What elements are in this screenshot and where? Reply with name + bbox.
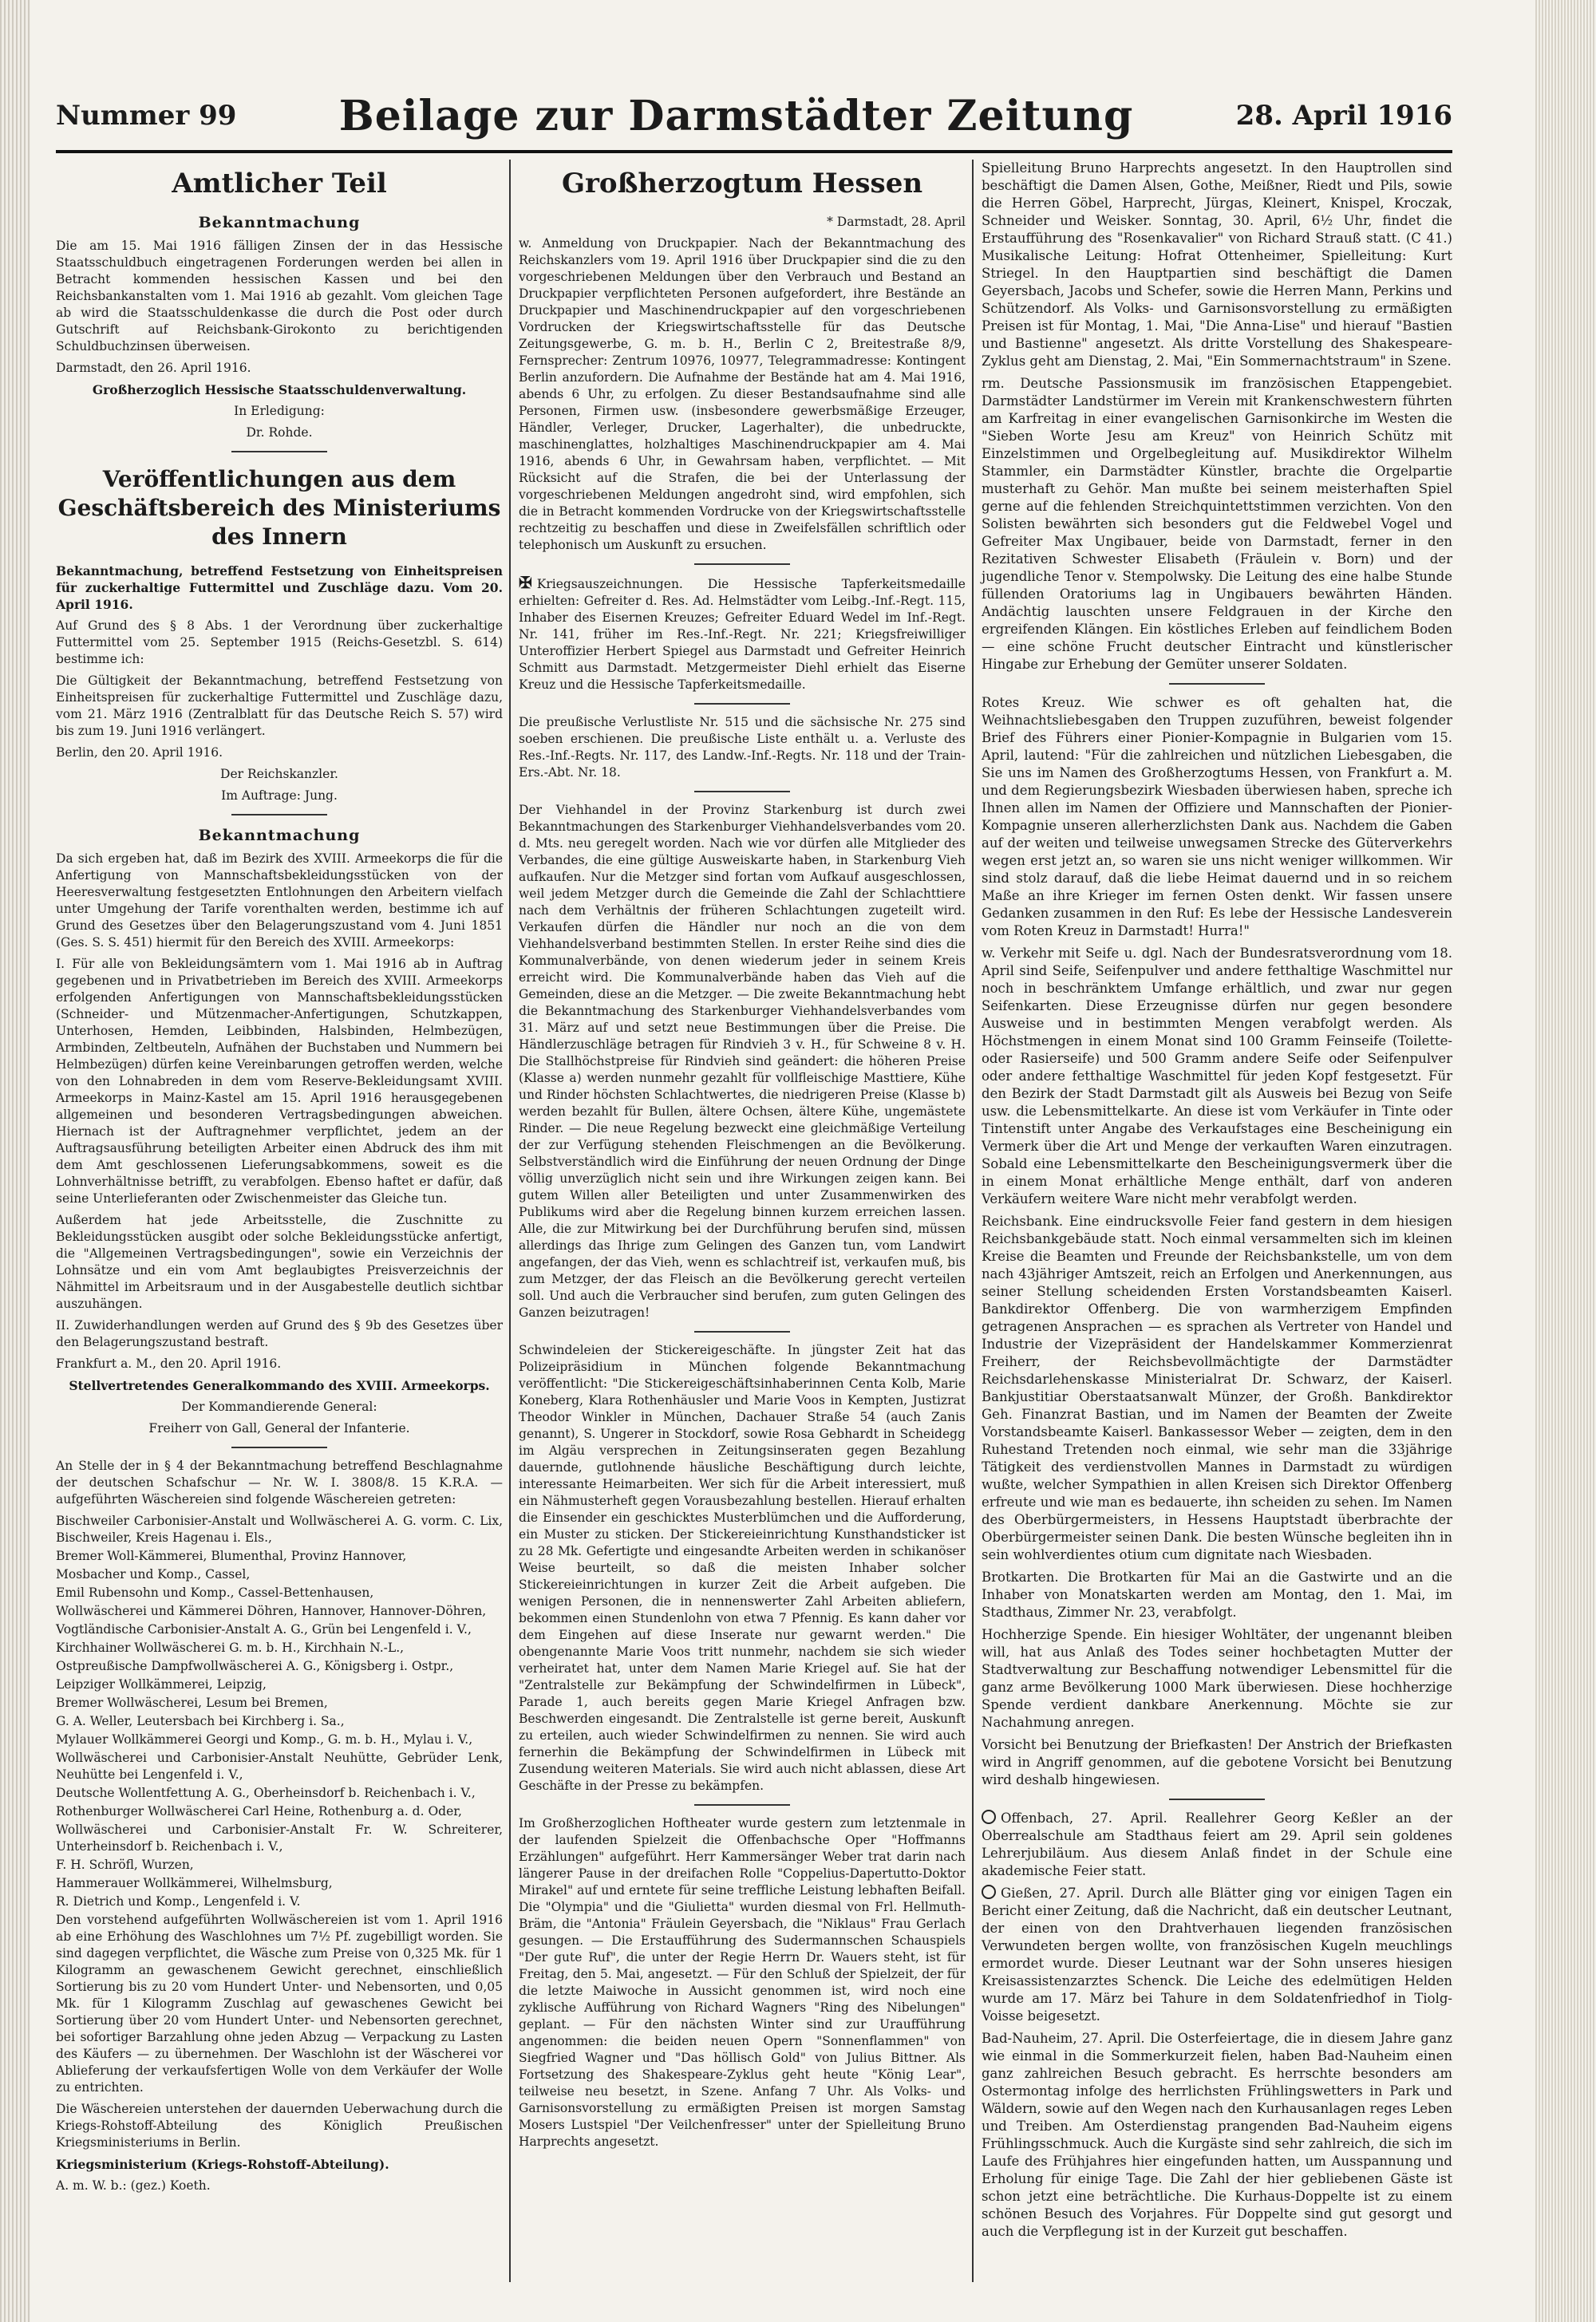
masthead [56,88,1452,144]
article-spende: Hochherzige Spende. Ein hiesiger Wohltäter, der ungenannt bleiben will, hat aus Anlaß des Todes seiner hochbetagten Mutter der Stadtverwaltung zur Beschaffung notwendiger Lebensmittel für die ganz arme Bevölkerung 1000 Mark überwiesen. Diese hochherzige Spende verdient dankbare Anerkennung. Möchte sie zur Nachahmung anregen. [982,1627,1452,1730]
list-item: Rothenburger Wollwäscherei Carl Heine, Rothenburg a. d. Oder, [56,1804,462,1819]
separator [694,703,790,705]
article-druckpapier: w. Anmeldung von Druckpapier. Nach der Bekanntmachung des Reichskanzlers vom 19. April 1916 über Druckpapier sind die zu den vorgeschriebenen Meldungen über den Verbrauch und Bestand an Druckpapier verpflichteten Personen aufgefordert, ihre Bestände an Druckpapier und Maschinendruckpapier auf den vorgeschriebenen Vordrucken der Kriegswirtschaftsstelle für das Deutsche Zeitungsgewerbe, G. m. b. H., Berlin C 2, Breitestraße 8/9, Fernsprecher: Zentrum 10976, 10977, Telegrammadresse: Kontingent Berlin anzufordern. Die Aufnahme der Bestände hat am 4. Mai 1916, abends 6 Uhr, zu erfolgen. Zu dieser Bestandsaufnahme sind alle Personen, Firmen usw. (insbesondere gewerbsmäßige Erzeuger, Händler, Verleger, Drucker, Lagerhalter), die unbedruckte, maschinenglattes, holzhaltiges Maschinendruckpapier am 4. Mai 1916, abends 6 Uhr, in Gewahrsam haben, verpflichtet. — Mit Rücksicht auf die Strafen, die bei der Unterlassung der vorgeschriebenen Meldungen angedroht sind, wird empfohlen, sich die in Betracht kommenden Vordrucke von der Kriegswirtschaftsstelle rechtzeitig zu beschaffen und diese in Zweifelsfällen schriftlich oder telephonisch um Auskunft zu ersuchen. [519,236,966,552]
separator [231,814,327,815]
article-giessen [982,1885,1452,2025]
article-reichsbank: Reichsbank. Eine eindrucksvolle Feier fand gestern in dem hiesigen Reichsbankgebäude statt. Noch einmal versammelten sich im kleinen Kreise die Beamten und Freunde der Reichsbankstelle, um von dem nach 43jähriger Amtszeit, reich an Erfolgen und Anerkennungen, aus seiner Stellung scheidenden Ersten Vorstandsbeamten Kaiserl. Bankdirektor Offenberg. Die von warmherzigem Empfinden getragenen Ansprachen — es sprachen als Vertreter von Handel und Industrie der Vizepräsident der Handelskammer Kommerzienrat Freiherr, der Reichsbevollmächtigte der Darmstädter Reichsdarlehenskasse Ministerialrat Dr. Schwarz, der Kaiserl. Bankjustitiar Oberstaatsanwalt Münzer, der Großh. Bankdirektor Geh. Finanzrat Bastian, und im Namen der Beamten der Zweite Vorstandsbeamte Kaiserl. Bankassessor Weber — zeigten, dem in den Ruhestand Tretenden noch einmal, wie sehr man die 33jährige Tätigkeit des verdienstvollen Mannes in Darmstadt zu würdigen wußte, welcher Sympathien in allen Kreisen sich Direktor Offenberg erfreute und wie man es bedauerte, ihn scheiden zu sehen. Im Namen des Oberbürgermeisters, in Hessens Hauptstadt überbrachte der Oberbürgermeister seinen Dank. Die besten Wünsche begleiten ihn in sein wohlverdientes otium cum dignitate nach Wiesbaden. [982,1214,1452,1562]
notice-authority: Großherzoglich Hessische Staatsschuldenverwaltung. [92,382,467,397]
column-3 [982,160,1452,2245]
notice-signature: Dr. Rohde. [246,425,313,440]
column-1 [56,160,503,2199]
notice-signature-line: Der Kommandierende General: [181,1400,377,1414]
column-divider-1 [509,160,511,2282]
list-item: Bischweiler Carbonisier-Anstalt und Wollwäscherei A. G. vorm. C. Lix, Bischweiler, Kreis Hagenau i. Els., [56,1514,503,1545]
notice-text: Die Gültigkeit der Bekanntmachung, betreffend Festsetzung von Einheitspreisen für zuckerhaltige Futtermittel und Zuschläge dazu, vom 21. März 1916 (Zentralblatt für das Deutsche Reich S. 57) wird bis zum 19. Juni 1916 verlängert. [56,673,503,738]
article-theater-continued: Spielleitung Bruno Harprechts angesetzt. In den Hauptrollen sind beschäftigt die Damen Alsen, Gothe, Meißner, Riedt und Pils, sowie die Herren Göbel, Harprecht, Jürgas, Kleinert, Knispel, Kroczak, Schneider und Weisker. Sonntag, 30. April, 6½ Uhr, findet die Erstaufführung des "Rosenkavalier" von Richard Strauß statt. (C 41.) Musikalische Leitung: Hofrat Ottenheimer, Spielleitung: Kurt Striegel. In den Hauptpartien sind beschäftigt die Damen Geyersbach, Jacobs und Schefer, sowie die Herren Mann, Perkins und Schützendorf. Als Volks- und Garnisonsvorstellung zu ermäßigten Preisen ist für Montag, 1. Mai, "Die Anna-Lise" und hierauf "Bastien und Bastienne" angesetzt. Als dritte Vorstellung des Shakespeare-Zyklus geht am Dienstag, 2. Mai, "Ein Sommernachtstraum" in Szene. [982,160,1452,369]
list-item: Wollwäscherei und Carbonisier-Anstalt Fr. W. Schreiterer, Unterheinsdorf b. Reichenbach i. V., [56,1822,503,1854]
separator [694,1331,790,1333]
newspaper-title: Beilage zur Darmstädter Zeitung [338,91,1134,140]
article-stickerei: Schwindeleien der Stickereigeschäfte. In jüngster Zeit hat das Polizeipräsidium in München folgende Bekanntmachung veröffentlicht: "Die Stickereigeschäftsinhaberinnen Centa Kolb, Marie Koneberg, Klara Rothenhäusler und Marie Voos in Kempten, Justizrat Theodor Winkler in München, Dachauer Straße 54 (auch Zanis genannt), S. Ungerer in Stockdorf, sowie Rosa Gebhardt in Scheidegg im Algäu versprechen in Zeitungsinseraten gegen Bezahlung dauernde, gutlohnende häusliche Beschäftigung durch leichte, interessante Heimarbeiten. Wer sich für die Arbeit interessiert, muß ein Nähmusterheft gegen Vorausbezahlung bestellen. Hierauf erhalten die Einsender ein geschicktes Musterblümchen und die Aufforderung, ein Muster zu sticken. Der Stickereieinrichtung Kunsthandsticker ist zu 28 Mk. Gefertigte und eingesandte Arbeiten werden in schikanöser Weise beurteilt, so daß die meisten Inhaber solcher Stickereieinrichtungen in kurzer Zeit die Arbeit aufgeben. Die wenigen Personen, die in nennenswerter Zahl Arbeiten abliefern, bekommen einen Stundenlohn von etwa 7 Pfennig. Es kann daher vor dem Eingehen auf diese Inserate nur gewarnt werden." Die obengenannte Marie Voos tritt nunmehr, nachdem sie sich wieder verheiratet hat, unter dem Namen Marie Kriegel auf. Sie hat der "Zentralstelle zur Bekämpfung der Schwindelfirmen in Lübeck", Parade 1, auch bereits gegen Marie Kriegel Anfragen bzw. Beschwerden eingesandt. Die Zentralstelle ist gerne bereit, Auskunft zu erteilen, auch wieder Schwindelfirmen zu nennen. Sie wird auch fernerhin die Bekämpfung der Schwindelfirmen in Lübeck mit Zusendung weiteren Materials. Sie wird auch nicht ablassen, diese Art Geschäfte in der Presse zu bekämpfen. [519,1343,966,1793]
notice-signature-line: Der Reichskanzler. [220,767,338,781]
article-viehhandel: Der Viehhandel in der Provinz Starkenburg ist durch zwei Bekanntmachungen des Starkenburger Viehhandelsverbandes vom 20. d. Mts. neu geregelt worden. Nach wie vor dürfen alle Mitglieder des Verbandes, die eine gültige Ausweiskarte haben, in Starkenburg Vieh aufkaufen. Nur die Metzger sind fortan vom Aufkauf ausgeschlossen, weil jedem Metzger durch die Gemeinde die Zahl der Schlachttiere nach dem Verhältnis der früheren Schlachtungen zugeteilt wird. Verkaufen dürfen die Händler nur noch an die von dem Viehhandelsverband bestimmten Stellen. In erster Reihe sind dies die Kommunalverbände, von denen wiederum jeder in seinem Kreis erreicht wird. Die Kommunalverbände haben das Vieh auf die Gemeinden, diese an die Metzger. — Die zweite Bekanntmachung hebt die Bekanntmachung des Starkenburger Viehhandelsverbandes vom 31. März auf und setzt neue Bestimmungen über die Preise. Die Händlerzuschläge betragen für Rindvieh 3 v. H., für Schweine 8 v. H. Die Stallhöchstpreise für Rindvieh sind geändert: die höheren Preise (Klasse a) werden nunmehr gezahlt für vollfleischige Masttiere, Kühe und Rinder höchsten Schlachtwertes, die niedrigeren Preise (Klasse b) werden bezahlt für Bullen, ältere Ochsen, ältere Kühe, ungemästete Rinder. — Die neue Regelung bezweckt eine gleichmäßige Verteilung der zur Verfügung stehenden Fleischmengen an die Bevölkerung. Selbstverständlich wird die Einführung der neuen Ordnung der Dinge völlig unverzüglich nicht sein und ihre Wirkungen zeigen kann. Bei gutem Willen aller Beteiligten und unter Zusammenwirken des Publikums wird aber die Regelung binnen kurzem erreichen lassen. Alle, die zur Mitwirkung bei der Durchführung berufen sind, müssen allerdings das Ihrige zum Gelingen des Ganzen tun, vom Landwirt angefangen, der das Vieh, wenn es schlachtreif ist, verkaufen muß, bis zum Metzger, der das Fleisch an die Bevölkerung gerecht verteilen soll. Und auch die Verbraucher sind berufen, zum guten Gelingen des Ganzen beizutragen! [519,803,966,1320]
section-heading-official: Amtlicher Teil [172,168,387,199]
separator [1169,1799,1265,1800]
iron-cross-icon: ✠ [519,573,532,592]
separator [231,451,327,452]
list-item: Wollwäscherei und Carbonisier-Anstalt Neuhütte, Gebrüder Lenk, Neuhütte bei Lengenfeld i. V., [56,1751,503,1782]
notice-place: Berlin, den 20. April 1916. [56,745,223,760]
notice-text: Den vorstehend aufgeführten Wollwäschereien ist vom 1. April 1916 ab eine Erhöhung des Waschlohnes um 7½ Pf. zugebilligt worden. Sie sind dagegen verpflichtet, die Wäsche zum Preise von 0,325 Mk. für 1 Kilogramm an gewaschenem Gewicht gerechnet, einschließlich Sortierung bis zu 20 vom Hundert Unter- und Nebensorten, und 0,05 Mk. für 1 Kilogramm Zuschlag auf gewaschenes Gewicht bei Sortierung über 20 vom Hundert Unter- und Nebensorten gerechnet, bei sofortiger Barzahlung ohne jeden Abzug — Verpackung zu Lasten des Käufers — zu übernehmen. Der Waschlohn ist der Wäscherei vor Ablieferung der verkaufsfertigen Wolle von dem Verkäufer der Wolle zu entrichten. [56,1913,503,2095]
notice-text: Auf Grund des § 8 Abs. 1 der Verordnung über zuckerhaltige Futtermittel vom 25. September 1915 (Reichs-Gesetzbl. S. 614) bestimme ich: [56,618,503,666]
list-item: Wollwäscherei und Kämmerei Döhren, Hannover, Hannover-Döhren, [56,1604,487,1618]
article-text: Kriegsauszeichnungen. Die Hessische Tapferkeitsmedaille erhielten: Gefreiter d. Res. Ad. Helmstädter vom Leibg.-Inf.-Regt. 115, Inhaber des Eisernen Kreuzes; Gefreiter Eduard Wedel im Inf.-Regt. Nr. 141, früher im Res.-Inf.-Regt. Nr. 221; Kriegsfreiwilliger Unteroffizier Herbert Spiegel aus Darmstadt und Gefreiter Heinrich Schmitt aus Darmstadt. Metzgermeister Diehl erhielt das Eiserne Kreuz und die Hessische Tapferkeitsmedaille. [519,577,966,692]
list-item: Deutsche Wollentfettung A. G., Oberheinsdorf b. Reichenbach i. V., [56,1786,476,1800]
notice-title: Bekanntmachung, betreffend Festsetzung von Einheitspreisen für zuckerhaltige Futtermittel und Zuschläge dazu. Vom 20. April 1916. [56,563,503,612]
separator [694,1804,790,1806]
page-binding-edge-left [0,0,30,2322]
list-item: Bremer Wollwäscherei, Lesum bei Bremen, [56,1696,328,1710]
separator [694,563,790,565]
list-item: Kirchhainer Wollwäscherei G. m. b. H., Kirchhain N.-L., [56,1641,405,1655]
section-heading-ministry: Veröffentlichungen aus dem Geschäftsbereich des Ministeriums des Innern [57,466,501,550]
notice-place: Frankfurt a. M., den 20. April 1916. [56,1356,282,1371]
article-verlustliste: Die preußische Verlustliste Nr. 515 und die sächsische Nr. 275 sind soeben erschienen. Die preußische Liste enthält u. a. Verluste des Res.-Inf.-Regts. Nr. 117, des Landw.-Inf.-Regts. Nr. 118 und der Train-Ers.-Abt. Nr. 18. [519,715,966,780]
notice-authority: Kriegsministerium (Kriegs-Rohstoff-Abteilung). [56,2157,389,2172]
list-item: F. H. Schröfl, Wurzen, [56,1858,194,1872]
page-binding-edge-right [1535,0,1596,2322]
notice-text: Die Wäschereien unterstehen der dauernden Ueberwachung durch die Kriegs-Rohstoff-Abteilung des Königlich Preußischen Kriegsministeriums in Berlin. [56,2102,503,2150]
notice-text: II. Zuwiderhandlungen werden auf Grund des § 9b des Gesetzes über den Belagerungszustand bestraft. [56,1318,503,1349]
notice-text: An Stelle der in § 4 der Bekanntmachung betreffend Beschlagnahme der deutschen Schafschur — Nr. W. I. 3808/8. 15 K.R.A. — aufgeführten Wäschereien sind folgende Wäschereien getreten: [56,1459,503,1507]
separator [694,791,790,792]
separator [231,1447,327,1448]
list-item: Ostpreußische Dampfwollwäscherei A. G., Königsberg i. Ostpr., [56,1659,454,1673]
list-item: R. Dietrich und Komp., Lengenfeld i. V. [56,1894,301,1909]
notice-place: Darmstadt, den 26. April 1916. [56,361,251,375]
article-seife: w. Verkehr mit Seife u. dgl. Nach der Bundesratsverordnung vom 18. April sind Seife, Seifenpulver und andere fetthaltige Waschmittel nur noch in beschränktem Umfange erhältlich, und zwar nur gegen Seifenkarten. Diese Erzeugnisse dürfen nur gegen besondere Ausweise und in bestimmten Mengen verabfolgt werden. Als Höchstmengen in einem Monat sind 100 Gramm Feinseife (Toilette- oder Rasierseife) und 500 Gramm andere Seife oder Seifenpulver oder andere fetthaltige Waschmittel für jeden Kopf festgesetzt. Für den Bezirk der Stadt Darmstadt gilt als Ausweis bei Bezug von Seife usw. die Lebensmittelkarte. An diese ist vom Verkäufer in Tinte oder Tintenstift unter Angabe des Verkaufstages eine Bescheinigung ein Vermerk über die Art und Menge der verkauften Waren einzutragen. Sobald eine Lebensmittelkarte den Bescheinigungsvermerk über die in einem Monat erhältliche Menge enthält, darf von anderen Verkäufern weitere Ware nicht mehr verabfolgt werden. [982,946,1452,1206]
article-kriegsauszeichnungen [519,575,966,693]
issue-date: 28. April 1916 [1235,100,1452,132]
notice-text: Da sich ergeben hat, daß im Bezirk des XVIII. Armeekorps die für die Anfertigung von Mannschaftsbekleidungsstücken von der Heeresverwaltung festgesetzten Entlohnungen den Arbeitern vielfach unter Umgehung der Tarife vorenthalten werden, bestimme ich auf Grund des Gesetzes über den Belagerungszustand vom 4. Juni 1851 (Ges. S. S. 451) hiermit für den Bereich des XVIII. Armeekorps: [56,851,503,950]
article-briefkasten: Vorsicht bei Benutzung der Briefkasten! Der Anstrich der Briefkasten wird in Angriff genommen, auf die gebotene Vorsicht bei Benutzung wird deshalb hingewiesen. [982,1737,1452,1787]
article-rotes-kreuz: Rotes Kreuz. Wie schwer es oft gehalten hat, die Weihnachtsliebesgaben den Truppen zuzuführen, beweist folgender Brief des Führers einer Pionier-Kompagnie in Bulgarien vom 15. April, lautend: "Für die zahlreichen und nützlichen Liebesgaben, die Sie uns im Namen des Großherzogtums Hessen, von Frankfurt a. M. und dem Regierungsbezirk Wiesbaden überwiesen haben, spreche ich Ihnen allen im Namen der Offiziere und Mannschaften der Pionier-Kompagnie unseren allerherzlichsten Dank aus. Nachdem die Gaben auf der weiten und teilweise unwegsamen Strecke des Güterverkehrs wegen erst jetzt an, so waren sie uns nicht weniger willkommen. Wir sind stolz darauf, daß die liebe Heimat dauernd und in so reichem Maße an ihre Krieger im fernen Osten denkt. Wir fassen unsere Gedanken zusammen in den Ruf: Es lebe der Hessische Landesverein vom Roten Kreuz in Darmstadt! Hurra!" [982,695,1452,938]
article-text: Offenbach, 27. April. Reallehrer Georg Keßler an der Oberrealschule am Stadthaus feiert am 29. April sein goldenes Lehrerjubiläum. Aus diesem Anlaß findet in der Schule eine akademische Feier statt. [982,1811,1452,1878]
article-offenbach [982,1810,1452,1880]
dateline: * Darmstadt, 28. April [827,215,966,229]
list-item: Vogtländische Carbonisier-Anstalt A. G., Grün bei Lengenfeld i. V., [56,1622,472,1637]
article-text: Gießen, 27. April. Durch alle Blätter ging vor einigen Tagen ein Bericht einer Zeitung, daß die Nachricht, daß ein deutscher Leutnant, der einen von den Drahtverhauen liegenden französischen Verwundeten bergen wollte, von französischen Kugeln meuchlings ermordet wurde. Dieser Leutnant war der Sohn unseres hiesigen Kreisassistenzarztes Schenck. Die Leiche des edelmütigen Helden wurde am 17. März bei Tahure in dem Soldatenfriedhof in Tiolg-Voisse beigesetzt. [982,1886,1452,2024]
section-heading-hessen: Großherzogtum Hessen [561,168,923,199]
column-2 [519,160,966,2155]
article-brotkarten: Brotkarten. Die Brotkarten für Mai an die Gastwirte und an die Inhaber von Monatskarten werden am Montag, den 1. Mai, im Stadthaus, Zimmer Nr. 23, verabfolgt. [982,1570,1452,1620]
list-item: Bremer Woll-Kämmerei, Blumenthal, Provinz Hannover, [56,1549,407,1563]
notice-signature: Freiherr von Gall, General der Infanterie. [148,1421,410,1435]
notice-signature: Im Auftrage: Jung. [221,788,338,803]
issue-number: Nummer 99 [56,100,237,132]
separator [1169,683,1265,685]
article-hoftheater: Im Großherzoglichen Hoftheater wurde gestern zum letztenmale in der laufenden Spielzeit die Offenbachsche Oper "Hoffmanns Erzählungen" aufgeführt. Herr Kammersänger Weber trat darin nach längerer Pause in der dreifachen Rolle "Coppelius-Dapertutto-Doktor Mirakel" auf und erntete für seine treffliche Leistung lebhaften Beifall. Die "Olympia" und die "Giulietta" wurden diesmal von Frl. Hellmuth-Bräm, die "Antonia" Fräulein Geyersbach, die "Niklaus" Frau Gerlach gesungen. — Die Erstaufführung des Sudermannschen Schauspiels "Der gute Ruf", die unter der Regie Herrn Dr. Wauers steht, ist für Freitag, den 5. Mai, angesetzt. — Für den Schluß der Spielzeit, der für die letzte Maiwoche in Aussicht genommen ist, wird noch eine zyklische Aufführung von Richard Wagners "Ring des Nibelungen" geplant. — Für den nächsten Winter sind zur Uraufführung angenommen: die beiden neuen Opern "Sonnenflammen" von Siegfried Wagner und "Das höllisch Gold" von Julius Bittner. Als Fortsetzung des Shakespeare-Zyklus geht heute "König Lear", teilweise neu besetzt, in Szene. Anfang 7 Uhr. Als Volks- und Garnisonsvorstellung zu ermäßigten Preisen ist morgen Samstag Mosers Lustspiel "Der Veilchenfresser" unter der Spielleitung Bruno Harprechts angesetzt. [519,1816,966,2149]
notice-text: Die am 15. Mai 1916 fälligen Zinsen der in das Hessische Staatsschuldbuch eingetragenen Forderungen werden bei allen in Betracht kommenden hessischen Kassen und bei den Reichsbankanstalten vom 1. Mai 1916 ab gezahlt. Vom gleichen Tage ab wird die Staatsschuldenkasse die durch die Post oder durch Gutschrift auf Reichsbank-Girokonto zu berichtigenden Schuldbuchzinsen überweisen. [56,239,503,353]
column-divider-2 [972,160,974,2282]
dateline-circle-icon [982,1885,996,1899]
list-item: Emil Rubensohn und Komp., Cassel-Bettenhausen, [56,1586,374,1600]
notice-label: Bekanntmachung [198,214,361,231]
list-item: G. A. Weller, Leutersbach bei Kirchberg i. Sa., [56,1714,345,1728]
article-bad-nauheim: Bad-Nauheim, 27. April. Die Osterfeiertage, die in diesem Jahre ganz wie einmal in die Sommerkurzeit fielen, haben Bad-Nauheim einen ganz zahlreichen Besuch gebracht. Es herrschte besonders am Ostermontag infolge des herrlichsten Frühlingswetters in Park und Wäldern, sowie auf den Wegen nach den Kurhausanlagen reges Leben und Treiben. Am Osterdienstag prangenden Bad-Nauheim eigens Frühlingsschmuck. Auch die Kurgäste sind sehr zahlreich, die sich im Laufe des Frühjahres hier eingefunden hatten, um Ausspannung und Erholung für einige Tage. Die Zahl der hier gebliebenen Gäste ist schon jetzt eine beträchtliche. Die Kurhaus-Doppelte ist zu einem schönen Besuch des Vorjahres. Für Doppelte sind gut gesorgt und auch die Verpflegung ist in der Kurzeit gut beschaffen. [982,2031,1452,2239]
list-item: Leipziger Wollkämmerei, Leipzig, [56,1677,267,1692]
notice-signature: A. m. W. b.: (gez.) Koeth. [56,2178,211,2193]
list-item: Mylauer Wollkämmerei Georgi und Komp., G. m. b. H., Mylau i. V., [56,1732,473,1747]
list-item: Mosbacher und Komp., Cassel, [56,1567,251,1582]
notice-signature-line: In Erledigung: [234,404,325,418]
list-item: Hammerauer Wollkämmerei, Wilhelmsburg, [56,1876,333,1890]
notice-label: Bekanntmachung [198,827,361,844]
dateline-circle-icon [982,1810,996,1824]
notice-authority: Stellvertretendes Generalkommando des XVIII. Armeekorps. [69,1378,490,1393]
notice-text: Außerdem hat jede Arbeitsstelle, die Zuschnitte zu Bekleidungsstücken ausgibt oder solche Bekleidungsstücke anfertigt, die "Allgemeinen Vertragsbedingungen", sowie ein Verzeichnis der Lohnsätze und ein vom Amt beglaubigtes Preisverzeichnis der Nähmittel im Arbeitsraum und in der Ausgabestelle deutlich sichtbar auszuhängen. [56,1213,503,1311]
article-passionsmusik: rm. Deutsche Passionsmusik im französischen Etappengebiet. Darmstädter Landstürmer im Verein mit Krankenschwestern führten am Karfreitag in einer evangelischen Garnisonkirche im Westen die "Sieben Worte Jesu am Kreuz" von Heinrich Schütz mit Einzelstimmen und Orgelbegleitung auf. Musikdirektor Wilhelm Stammler, ein Darmstädter Künstler, brachte die Orgelpartie musterhaft zu Gehör. Man mußte bei seinem meisterhaften Spiel gerne auf die fehlenden Streichquintettstimmen verzichten. Von den Solisten bewährten sich besonders gut die Feldwebel Vogel und Gefreiter Max Ungibauer, beide von Darmstadt, ferner in den Rezitativen Schwester Elisabeth (Fräulein v. Born) und der jugendliche Tenor v. Stempolwsky. Die Leitung des eine halbe Stunde füllenden Oratoriums lag in Ungibauers bewährten Händen. Andächtig lauschten unsere Feldgrauen in der Kirche den ergreifenden Klängen. Ein köstliches Erleben auf feindlichem Boden — eine schöne Frucht deutscher Eintracht und künstlerischer Hingabe zur Erhebung der Gemüter unserer Soldaten. [982,376,1452,672]
laundry-list [56,1513,503,1910]
masthead-rule [56,150,1452,153]
notice-text: I. Für alle von Bekleidungsämtern vom 1. Mai 1916 ab in Auftrag gegebenen und in Privatbetrieben im Bereich des XVIII. Armeekorps erfolgenden Anfertigungen von Mannschaftsbekleidungsstücken (Schneider- und Mützenmacher-Anfertigungen, Schutzkappen, Unterhosen, Hemden, Leibbinden, Halsbinden, Helmbezügen, Armbinden, Zeltbeuteln, Aufnähen der Buchstaben und Nummern bei Helmbezügen) dürfen keine Vereinbarungen getroffen werden, welche von den Lohnabreden in dem vom Reserve-Bekleidungsamt XVIII. Armeekorps in Mainz-Kastel am 15. April 1916 herausgegebenen allgemeinen und besonderen Vertragsbedingungen abweichen. Hiernach ist der Auftragnehmer verpflichtet, jedem an der Auftragsausführung beteiligten Arbeiter einen Abdruck des ihm mit dem Amt geschlossenen Lieferungsabkommens, soweit es die Lohnverhältnisse betrifft, zu verabfolgen. Ebenso haftet er dafür, daß seine Unterlieferanten oder Zwischenmeister das Gleiche tun. [56,957,503,1206]
